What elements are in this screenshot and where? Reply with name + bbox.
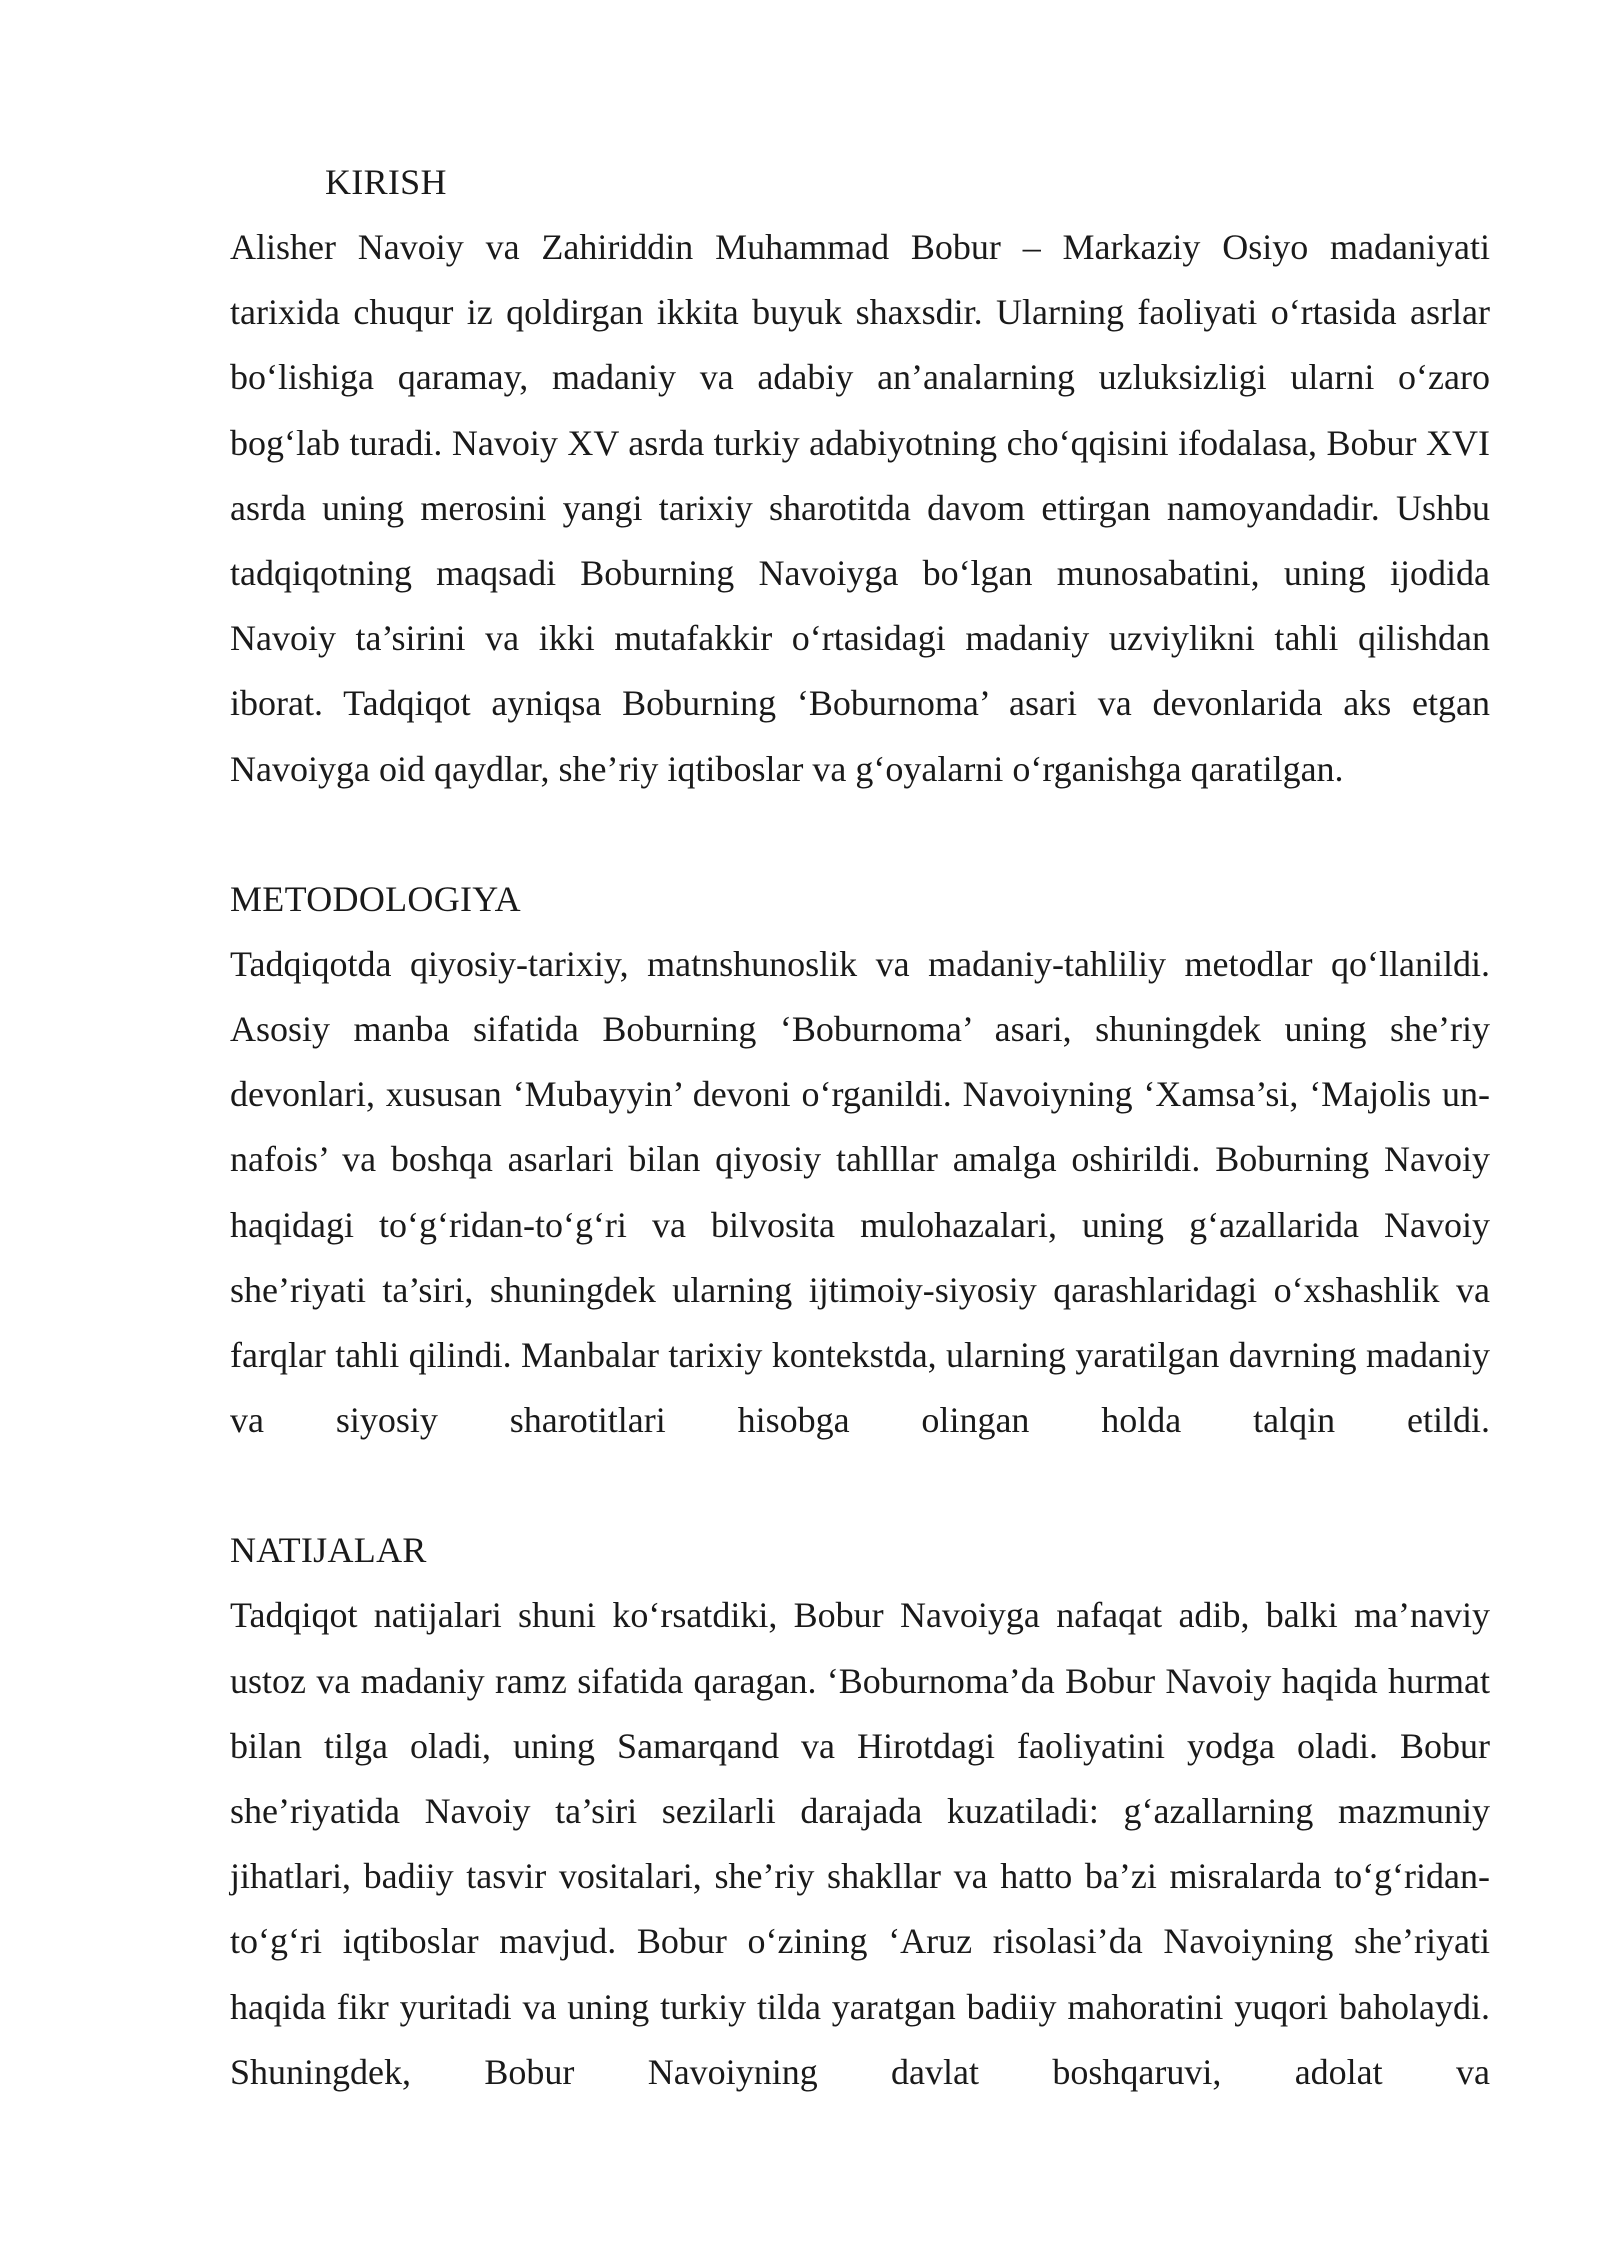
section-heading-metodologiya: METODOLOGIYA <box>230 878 521 919</box>
section-gap <box>230 802 1490 867</box>
section-paragraph-metodologiya: Tadqiqotda qiyosiy-tarixiy, matnshunoslik va madaniy-tahliliy metodlar qo‘llanildi. Asosiy manba sifatida Boburning ‘Boburnoma’ asari, shuningdek uning she’riy devonlari, xususan ‘Mubayyin’ devoni o‘rganildi. Navoiyning ‘Xamsa’si, ‘Majolis un-nafois’ va boshqa asarlari bilan qiyosiy tahlllar amalga oshirildi. Boburning Navoiy haqidagi to‘g‘ridan-to‘g‘ri va bilvosita mulohazalari, uning g‘azallarida Navoiy she’riyati ta’siri, shuningdek ularning ijtimoiy-siyosiy qarashlaridagi o‘xshashlik va farqlar tahli qilindi. Manbalar tarixiy kontekstda, ularning yaratilgan davrning madaniy va siyosiy sharotitlari hisobga olingan holda talqin etildi. <box>230 943 1490 1441</box>
section-paragraph-kirish: Alisher Navoiy va Zahiriddin Muhammad Bobur – Markaziy Osiyo madaniyati tarixida chuqur iz qoldirgan ikkita buyuk shaxsdir. Ularning faoliyati o‘rtasida asrlar bo‘lishiga qaramay, madaniy va adabiy an’analarning uzluksizligi ularni o‘zaro bog‘lab turadi. Navoiy XV asrda turkiy adabiyotning cho‘qqisini ifodalasa, Bobur XVI asrda uning merosini yangi tarixiy sharotitda davom ettirgan namoyandadir. Ushbu tadqiqotning maqsadi Boburning Navoiyga bo‘lgan munosabatini, uning ijodida Navoiy ta’sirini va ikki mutafakkir o‘rtasidagi madaniy uzviylikni tahli qilishdan iborat. Tadqiqot ayniqsa Boburning ‘Boburnoma’ asari va devonlarida aks etgan Navoiyga oid qaydlar, she’riy iqtiboslar va g‘oyalarni o‘rganishga qaratilgan. <box>230 227 1490 789</box>
section-paragraph-natijalar: Tadqiqot natijalari shuni ko‘rsatdiki, Bobur Navoiyga nafaqat adib, balki ma’naviy ustoz va madaniy ramz sifatida qaragan. ‘Boburnoma’da Bobur Navoiy haqida hurmat bilan tilga oladi, uning Samarqand va Hirotdagi faoliyatini yodga oladi. Bobur she’riyatida Navoiy ta’siri sezilarli darajada kuzatiladi: g‘azallarning mazmuniy jihatlari, badiiy tasvir vositalari, she’riy shakllar va hatto ba’zi misralarda to‘g‘ridan-to‘g‘ri iqtiboslar mavjud. Bobur o‘zining ‘Aruz risolasi’da Navoiyning she’riyati haqida fikr yuritadi va uning turkiy tilda yaratgan badiiy mahoratini yuqori baholaydi. Shuningdek, Bobur Navoiyning davlat boshqaruvi, adolat va <box>230 1595 1490 2092</box>
section-heading-natijalar: NATIJALAR <box>230 1530 427 1571</box>
document-page <box>230 150 1490 2105</box>
section-heading-kirish: KIRISH <box>325 162 447 202</box>
section-gap <box>230 1453 1490 1518</box>
